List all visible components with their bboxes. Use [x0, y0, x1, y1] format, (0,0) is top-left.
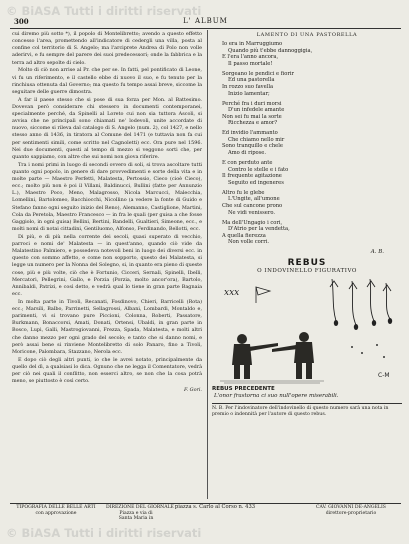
rebus-subtitle: O INDOVINELLO FIGURATIVO [257, 267, 357, 274]
article-paragraph: Tra i nomi primi in luogo di secondi ovvero di soli, si trova ascoltare tutti quanto ogni popolo, in genere di dare provvedimenti e sorte della vita e in molte parte — Maestro Perfetti, Malatesta, Pertossio, Cieco (cioè Cieco), ecc.; molto più non è poi il Villani, Baldinucci, Bullini (fatte per Annunzio L.), Maestro Poco, Meno, Malagrosso, Nicola Marcucci, Malecchia, Lomellini, Bartolomeo, Bacchiocchi, Nicollino (a vedere la fonte di Guido e Stefano fanno ogni seguito inizio del Reno), Alemanno, Castiglione, Martini, Cola da Peretola, Maestro Francesco — in fra le quali (per guisa a che fosse Gaggiolo, in ogni guisa) Bellini, Bertini, Bandelli, Gualtieri, Simeone, ecc., e molti nomi di notai cittadini, Gentiluomo, Alfonso, Ferdinando, Bellotti, ecc. [12, 161, 202, 232]
previous-rebus [212, 386, 402, 400]
poem-line: L'Ungite, all'umone [228, 196, 280, 203]
copyright-watermark: © BiASA Tutti i diritti riservati [6, 4, 202, 18]
poem-line: Io era in Marruggiumo [222, 41, 283, 47]
poem-line: Ricchezza e amor? [228, 120, 278, 127]
article-paragraph: Di più, e di più nella corrente dei secoli, quasi superato di vecchio, parroci e nomi de' Malatesta — in quest'anno, quando ciò vide da Malatestino Palmiero, e possedeva notevoli beni in luogo dei diversi ecc. in questo con sommo affetto, e come non sopporto, questo dei Malatesta, si legge un numero per la Nonna del Solegno, si, in quanto era pieno di queste cose, più e più volte, ciò che è Fortunio, Cicceri, Sernali, Spinelli, Ibelli, Mercatori, Pellegrini, Gallo, e Porzia (Porzia, molto ancor'ora), Bartolo, Annibaldi, Patrizi, e così detto, e vedrà qual lo tiene in gran parte Bagnaia ecc. [12, 233, 202, 297]
footer-text: con approvazione [35, 510, 77, 516]
poem-line: Sorgeano le pendici e fiorir [222, 70, 294, 77]
note-rule [212, 403, 402, 404]
footer-director [301, 505, 401, 516]
rebus-engraving [212, 277, 400, 385]
page-header [12, 17, 399, 26]
poem-line: D'un infedele amante [228, 107, 285, 114]
rebus-note: N. B. Per l'indovinatore dell'indovinello di questo numero sarà una nota in premio o indennità per l'autore di questo rebus. [212, 405, 389, 417]
rebus-letters-cm: C-M [378, 371, 390, 379]
poem-stanza [222, 41, 402, 67]
poem-line: Quando più t'ebbe dannoggigia, [228, 47, 313, 54]
article-paragraph: A far il paese stesso che si pose di sua forza per Mon. al Battesimo. Dovevan però considerare chi stessero in documenti contemporanei, specialmente perché, da Spinelli al Loreto cui non sia tuttora Ascoli, si avvisa che ne principali sono chiamati ne' lodevoli, unite accordate di nuovo, siccome si rileva dal catalogo di S. Angelo (num. 2), col 1427, e nello stesso anno di 1436, in tiratora al Comune del 1471 (e tuttavia non fa cui per sentimenti simili, come scritto nel Cagnoletti) ecc. Ora pure nel 1596. Nei due documenti, questi al tempo di mezzo si veggono sorti che, per quanto sappiamo, con altre che sui nomi non giova riferire. [12, 96, 202, 160]
article-paragraph: In molta parte in Tivoli, Recanati, Fosdinovo, Chieri, Barricelli (Rota) ecc.; Marsili, Balbo, Parrinetti, Sellagrossi, Albani, Lombardi, Montaldo e, parimenti, vi si trovano pure Piccioni, Colonna, Roberti, Passatore, Burkmann, Bonaccorsi, Amati, Donati, Ortensi, Ubaldi, in gran parte in Bosco, Lupi, Galli, Mastrogiovanni, Frezza, Spada, Malatesta, e molti altri che danno mezzo per ogni grado del secolo; e tanto che si danno nomi, e però assai bene si rinviene Montelibretto di solo Panaro, fino a Tivoli, Moricone, Palombara, Stazzano, Nerola ecc. [12, 298, 202, 355]
footer-text: Piazza e via di [119, 510, 153, 516]
poem-line: E con perduto ante [222, 160, 273, 167]
previous-rebus-label: REBUS PRECEDENTE [212, 385, 275, 392]
footer-text: direttore-proprietario [325, 510, 377, 516]
poem-line: Sono tranquillo e chele [222, 143, 283, 150]
poem-line: D'Atrio per la vendetta, [228, 226, 290, 233]
poem-stanza [222, 220, 402, 246]
poem-line: Perché fra i duri morsi [222, 100, 282, 107]
article-column [12, 31, 202, 496]
poem-line: Altro fu le glebe [222, 189, 265, 196]
poem-line: Che sul cancone prono [222, 203, 283, 210]
page-number: 300 [14, 17, 29, 26]
poem-line: Non sei fu mai la sorte [222, 113, 282, 120]
poem-line: E l'era l'anno ancora, [222, 54, 279, 61]
article-signature: F. Gori. [183, 387, 202, 394]
copyright-watermark: © BiASA Tutti i diritti riservati [6, 526, 202, 540]
article-paragraph: cui diremo più sotto *), il popolo di Montelibretto; avendo a questo effetto concesso l'area, promettendo all'indicatore di cedergli una villa, posta al confine col territorio di S. Angelo; ma l'arciprete Andrea di Polo non volle aderirvi, e fu sempre del parere dei suoi predecessori; onde la fabbrica e la terra ad altro sepolte di cielo. [12, 31, 202, 66]
column-divider [207, 30, 208, 499]
footer-direction [106, 505, 174, 522]
rebus-illustration [212, 277, 400, 385]
footer-text: piazza s. Carlo al Corso n. 433 [174, 504, 256, 510]
footer-text: CAV. GIOVANNI DE-ANGELIS [316, 505, 386, 510]
footer-text: Santa Maria in [118, 516, 154, 522]
poem-line: Ed invidio l'ammanto [222, 130, 278, 137]
poem-body [212, 41, 402, 256]
poem-stanza [222, 71, 402, 97]
poem-title: LAMENTO DI UNA PASTORELLA [256, 32, 358, 38]
poem-line: Ma dell'Ungagio i cori, [222, 219, 283, 226]
footer-printer [10, 505, 102, 516]
poem-line: Ne vidi venissero. [228, 209, 276, 216]
rebus-letters-xxx: xxx [224, 287, 240, 298]
poem-stanza [222, 130, 402, 156]
rebus-title: REBUS [287, 257, 327, 268]
poem-signature: A. B. [370, 249, 384, 256]
poem-stanza [222, 160, 402, 186]
right-column [212, 31, 402, 501]
poem-line: Seguito ed ingeneres [228, 179, 284, 186]
poem-line: Il frequente agitazione [222, 173, 282, 180]
poem-stanza [222, 190, 402, 216]
poem-line: Il passo mortale! [228, 60, 273, 67]
header-rule [10, 28, 401, 29]
article-paragraph: Molto di ciò non arrise al Pr. che per se. In fatti, pel pontificato di Leone, vi fu un riferimento, e il castello ebbe di nuovo il suo, e fu tenuto per la rinchiusa ottenuta dal Governo; ma questo fu tempo assai breve, siccome la seguitare delle guerre dimostra. [12, 67, 202, 95]
poem-line: Contro le stelle e i fato [228, 166, 289, 173]
poem-line: Inizio lamentar; [228, 90, 270, 97]
footer-address [160, 505, 270, 511]
poem-line: Amo di ripose. [228, 150, 267, 157]
journal-title: L' ALBUM [183, 17, 228, 25]
page-footer [10, 505, 401, 522]
footer-text: TIPOGRAFIA DELLE BELLE ARTI [16, 505, 96, 510]
poem-line: Non volle corri. [228, 239, 270, 246]
article-paragraph: E dopo ciò degli altri punti, io che le avrei notato, principalmente da quello del dì, a qualsiasi lo dica. Ognuno che ne legga il Comentatore, vedrà per ciò nei quali il conflitto, non esserci altro, se non che la cosa potrà meno, se piuttosto è così certo. [12, 356, 202, 385]
poem-line: Che chiamo nello mir [228, 136, 285, 143]
poem-line: A quella fierezza [222, 232, 266, 239]
previous-rebus-answer: L'onor frastorna ci suo null'opere miserabili. [214, 392, 339, 399]
footer-text: DIREZIONE DEL GIORNALE [106, 505, 174, 510]
poem-stanza [222, 101, 402, 127]
poem-line: In rozzo suo favella [222, 83, 274, 90]
poem-line: Ed una pastorella [228, 77, 275, 84]
